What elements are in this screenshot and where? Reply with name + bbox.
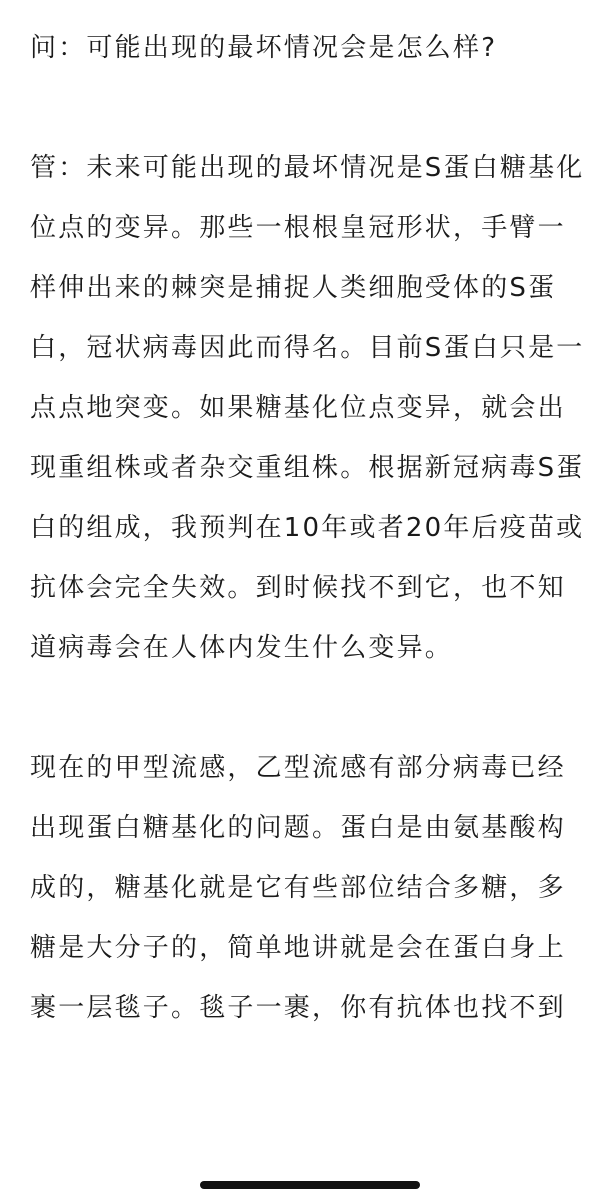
body-paragraph: 现在的甲型流感，乙型流感有部分病毒已经出现蛋白糖基化的问题。蛋白是由氨基酸构成的，糖基化就是它有些部位结合多糖，多糖是大分子的，简单地讲就是会在蛋白身上裹一层毯子。毯子一裹，你有抗体也找不到: [30, 753, 566, 1023]
question-paragraph: 问：可能出现的最坏情况会是怎么样?: [30, 33, 498, 63]
answer-paragraph: 管：未来可能出现的最坏情况是S蛋白糖基化位点的变异。那些一根根皇冠形状，手臂一样伸出来的棘突是捕捉人类细胞受体的S蛋白，冠状病毒因此而得名。目前S蛋白只是一点点地突变。如果糖基化位点变异，就会出现重组株或者杂交重组株。根据新冠病毒S蛋白的组成，我预判在10年或者20年后疫苗或抗体会完全失效。到时候找不到它，也不知道病毒会在人体内发生什么变异。: [30, 153, 585, 663]
home-indicator-bar[interactable]: [200, 1181, 420, 1189]
article-body: [30, 18, 590, 1038]
